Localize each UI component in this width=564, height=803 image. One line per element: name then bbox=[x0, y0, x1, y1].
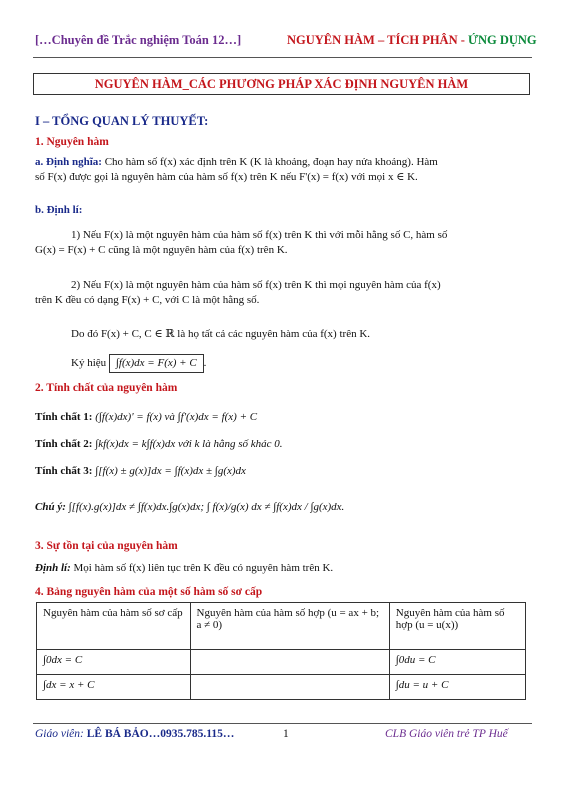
theorem-2 bbox=[35, 278, 531, 308]
property-1-text: (∫f(x)dx)' = f(x) và ∫f'(x)dx = f(x) + C bbox=[92, 411, 258, 423]
theorem-1 bbox=[35, 228, 531, 258]
table-cell: ∫du = u + C bbox=[389, 675, 525, 700]
table-cell bbox=[190, 650, 389, 675]
theorem-1-line2: G(x) = F(x) + C cũng là một nguyên hàm của f(x) trên K. bbox=[35, 244, 288, 256]
property-2 bbox=[35, 437, 283, 452]
page-title: NGUYÊN HÀM_CÁC PHƯƠNG PHÁP XÁC ĐỊNH NGUYÊN HÀM bbox=[33, 73, 530, 95]
definition-line2: số F(x) được gọi là nguyên hàm của hàm số f(x) trên K nếu F'(x) = f(x) với mọi x ∈ K. bbox=[35, 171, 418, 183]
theorem-1-line1: 1) Nếu F(x) là một nguyên hàm của hàm số f(x) trên K thì với mỗi hằng số C, hàm số bbox=[71, 229, 448, 241]
antiderivative-table bbox=[36, 602, 526, 700]
note bbox=[35, 500, 531, 515]
notation-formula: ∫f(x)dx = F(x) + C bbox=[109, 354, 204, 373]
table-cell: ∫0du = C bbox=[389, 650, 525, 675]
header-right-green: ỨNG DỤNG bbox=[468, 33, 537, 47]
subheading-1: 1. Nguyên hàm bbox=[35, 136, 109, 148]
subheading-4: 4. Bảng nguyên hàm của một số hàm số sơ cấp bbox=[35, 586, 263, 598]
table-cell: ∫0dx = C bbox=[37, 650, 191, 675]
theorem-2-line1: 2) Nếu F(x) là một nguyên hàm của hàm số f(x) trên K thì mọi nguyên hàm của f(x) bbox=[71, 279, 441, 291]
header-right bbox=[287, 33, 537, 48]
page-number: 1 bbox=[283, 728, 289, 740]
existence-text: Mọi hàm số f(x) liên tục trên K đều có nguyên hàm trên K. bbox=[70, 562, 334, 574]
footer-club: CLB Giáo viên trẻ TP Huế bbox=[385, 728, 508, 740]
theorem-conclusion: Do đó F(x) + C, C ∈ ℝ là họ tất cả các nguyên hàm của f(x) trên K. bbox=[71, 328, 371, 340]
property-3-label: Tính chất 3: bbox=[35, 465, 93, 477]
table-header-cell: Nguyên hàm của hàm số hợp (u = u(x)) bbox=[389, 603, 525, 650]
definition bbox=[35, 155, 531, 185]
table-row bbox=[37, 650, 526, 675]
section-heading: I – TỔNG QUAN LÝ THUYẾT: bbox=[35, 114, 209, 128]
table-header-row bbox=[37, 603, 526, 650]
footer-divider bbox=[33, 723, 532, 724]
note-text: ∫[f(x).g(x)]dx ≠ ∫f(x)dx.∫g(x)dx; ∫ f(x)/g(x) dx ≠ ∫f(x)dx / ∫g(x)dx. bbox=[65, 501, 345, 513]
footer-name: LÊ BÁ BẢO…0935.785.115… bbox=[86, 728, 235, 740]
existence-theorem bbox=[35, 561, 333, 576]
table-cell bbox=[190, 675, 389, 700]
definition-line1: Cho hàm số f(x) xác định trên K (K là khoảng, đoạn hay nửa khoảng). Hàm bbox=[101, 156, 438, 168]
theorem-2-line2: trên K đều có dạng F(x) + C, với C là một hằng số. bbox=[35, 294, 260, 306]
notation-label: Ký hiệu bbox=[71, 357, 107, 369]
property-1-label: Tính chất 1: bbox=[35, 411, 93, 423]
table-header-cell: Nguyên hàm của hàm số hợp (u = ax + b; a ≠ 0) bbox=[190, 603, 389, 650]
subheading-3: 3. Sự tồn tại của nguyên hàm bbox=[35, 540, 178, 552]
header-divider bbox=[33, 57, 532, 58]
notation-end: . bbox=[203, 357, 207, 369]
note-label: Chú ý: bbox=[35, 501, 66, 513]
footer-prefix: Giáo viên: bbox=[35, 728, 87, 740]
table-cell: ∫dx = x + C bbox=[37, 675, 191, 700]
table-row bbox=[37, 675, 526, 700]
property-3-text: ∫[f(x) ± g(x)]dx = ∫f(x)dx ± ∫g(x)dx bbox=[92, 465, 246, 477]
footer-teacher bbox=[35, 728, 234, 740]
notation bbox=[71, 354, 206, 373]
definition-label: a. Định nghĩa: bbox=[35, 156, 102, 168]
theorem-label: b. Định lí: bbox=[35, 204, 83, 216]
header-right-main: NGUYÊN HÀM – TÍCH PHÂN - bbox=[287, 33, 469, 47]
property-3 bbox=[35, 464, 246, 479]
property-2-text: ∫kf(x)dx = k∫f(x)dx với k là hằng số khác 0. bbox=[92, 438, 283, 450]
property-2-label: Tính chất 2: bbox=[35, 438, 93, 450]
table-header-cell: Nguyên hàm của hàm số sơ cấp bbox=[37, 603, 191, 650]
existence-label: Định lí: bbox=[35, 562, 71, 574]
subheading-2: 2. Tính chất của nguyên hàm bbox=[35, 382, 178, 394]
property-1 bbox=[35, 410, 257, 425]
header-left: […Chuyên đề Trắc nghiệm Toán 12…] bbox=[35, 33, 242, 47]
